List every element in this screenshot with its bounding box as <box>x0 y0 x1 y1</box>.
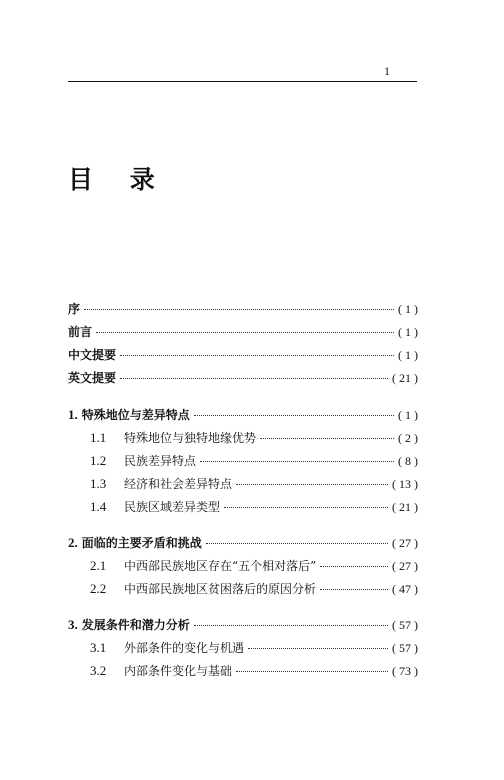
chapter-page: ( 57 ) <box>392 618 418 632</box>
section-page: ( 8 ) <box>398 454 418 468</box>
toc-chapter-1[interactable] <box>68 403 418 426</box>
section-page: ( 73 ) <box>392 664 418 678</box>
dot-leader <box>194 625 388 626</box>
section-title: 中西部民族地区存在“五个相对落后” <box>124 559 317 573</box>
chapter-title: 特殊地位与差异特点 <box>81 408 190 422</box>
toc-section-1-4[interactable] <box>68 495 418 518</box>
dot-leader <box>236 671 388 672</box>
dot-leader <box>84 309 394 310</box>
section-title: 外部条件的变化与机遇 <box>124 641 245 655</box>
dot-leader <box>206 543 388 544</box>
section-number: 1.3 <box>90 476 107 491</box>
chapter-page: ( 1 ) <box>398 408 418 422</box>
dot-leader <box>236 484 388 485</box>
toc-entry-foreword[interactable] <box>68 321 418 344</box>
section-page: ( 13 ) <box>392 477 418 491</box>
toc-entry-label: 中文提要 <box>68 348 117 362</box>
section-page: ( 27 ) <box>392 559 418 573</box>
section-number: 1.4 <box>90 499 107 514</box>
section-page: ( 2 ) <box>398 431 418 445</box>
toc-section-1-1[interactable] <box>68 426 418 449</box>
toc-entry-label: 英文提要 <box>68 371 117 385</box>
chapter-title: 发展条件和潜力分析 <box>81 618 190 632</box>
section-number: 2.1 <box>90 558 107 573</box>
header-page-number: 1 <box>384 64 390 78</box>
chapter-page: ( 27 ) <box>392 536 418 550</box>
section-number: 1.1 <box>90 430 107 445</box>
dot-leader <box>320 589 388 590</box>
chapter-number: 2. <box>68 535 78 550</box>
dot-leader <box>320 566 388 567</box>
dot-leader <box>224 507 388 508</box>
table-of-contents <box>68 298 418 682</box>
toc-section-3-2[interactable] <box>68 659 418 682</box>
toc-section-1-2[interactable] <box>68 449 418 472</box>
toc-entry-page: ( 1 ) <box>398 325 418 339</box>
dot-leader <box>120 378 388 379</box>
section-number: 3.2 <box>90 663 107 678</box>
header-rule <box>68 81 417 82</box>
section-number: 3.1 <box>90 640 107 655</box>
dot-leader <box>120 355 394 356</box>
section-number: 2.2 <box>90 581 107 596</box>
dot-leader <box>248 648 388 649</box>
section-page: ( 57 ) <box>392 641 418 655</box>
chapter-title: 面临的主要矛盾和挑战 <box>81 536 202 550</box>
section-title: 民族差异特点 <box>124 454 197 468</box>
section-title: 中西部民族地区贫困落后的原因分析 <box>124 582 317 596</box>
toc-entry-page: ( 1 ) <box>398 348 418 362</box>
toc-section-3-1[interactable] <box>68 636 418 659</box>
dot-leader <box>260 438 394 439</box>
section-title: 内部条件变化与基础 <box>124 664 233 678</box>
section-title: 特殊地位与独特地缘优势 <box>124 431 257 445</box>
section-title: 经济和社会差异特点 <box>124 477 233 491</box>
toc-title: 目 录 <box>68 165 169 194</box>
toc-entry-preface[interactable] <box>68 298 418 321</box>
toc-chapter-2[interactable] <box>68 531 418 554</box>
section-number: 1.2 <box>90 453 107 468</box>
section-title: 民族区域差异类型 <box>124 500 221 514</box>
toc-entry-english-abstract[interactable] <box>68 367 418 390</box>
chapter-number: 3. <box>68 617 78 632</box>
dot-leader <box>194 415 394 416</box>
toc-entry-label: 前言 <box>68 325 93 339</box>
dot-leader <box>200 461 394 462</box>
section-page: ( 47 ) <box>392 582 418 596</box>
toc-entry-page: ( 1 ) <box>398 302 418 316</box>
toc-section-1-3[interactable] <box>68 472 418 495</box>
section-page: ( 21 ) <box>392 500 418 514</box>
toc-section-2-1[interactable] <box>68 554 418 577</box>
chapter-number: 1. <box>68 407 78 422</box>
toc-entry-label: 序 <box>68 302 81 316</box>
toc-chapter-3[interactable] <box>68 613 418 636</box>
toc-section-2-2[interactable] <box>68 577 418 600</box>
dot-leader <box>96 332 394 333</box>
toc-entry-chinese-abstract[interactable] <box>68 344 418 367</box>
toc-entry-page: ( 21 ) <box>392 371 418 385</box>
